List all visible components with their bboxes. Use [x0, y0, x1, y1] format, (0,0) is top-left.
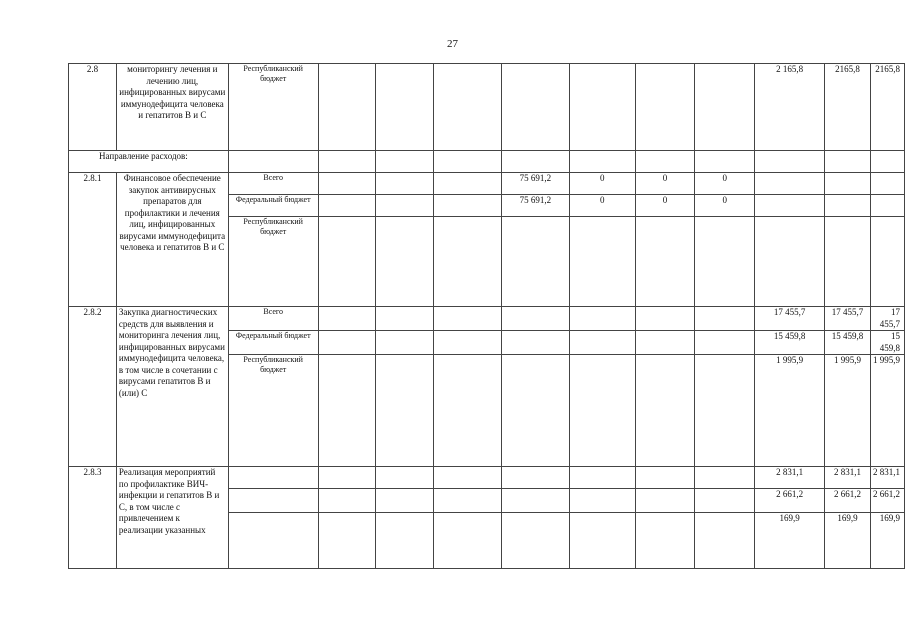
- value-cell: 17 455,7: [870, 307, 904, 331]
- value-cell: 2 165,8: [755, 64, 825, 151]
- value-cell: 0: [695, 195, 755, 217]
- funding-source: Республиканский бюджет: [228, 64, 318, 151]
- value-cell: 0: [569, 195, 635, 217]
- value-cell: 15 459,8: [870, 331, 904, 355]
- direction-label: Направление расходов:: [69, 151, 229, 173]
- table-row: [69, 173, 905, 195]
- value-cell: [695, 217, 755, 307]
- value-cell: 0: [635, 195, 695, 217]
- value-cell: 169,9: [870, 513, 904, 569]
- funding-source: Федеральный бюджет: [228, 331, 318, 355]
- value-cell: 2 661,2: [870, 489, 904, 513]
- row-number: 2.8.3: [69, 467, 117, 569]
- page-number: 27: [447, 38, 458, 50]
- row-number: 2.8: [69, 64, 117, 151]
- row-name: Реализация мероприятий по профилактике ВИЧ-инфекции и гепатитов В и С, в том числе с привлечением к реализации указанных: [116, 467, 228, 569]
- value-cell: 169,9: [825, 513, 871, 569]
- row-name: Финансовое обеспечение закупок антивирусных препаратов для профилактики и лечения лиц, инфицированных вирусами иммунодефицита человека и гепатитов В и С: [116, 173, 228, 307]
- row-name: мониторингу лечения и лечению лиц, инфицированных вирусами иммунодефицита человека и гепатитов В и С: [116, 64, 228, 151]
- value-cell: 169,9: [755, 513, 825, 569]
- funding-source: [228, 467, 318, 489]
- funding-source: [228, 513, 318, 569]
- value-cell: 2165,8: [870, 64, 904, 151]
- value-cell: 2 831,1: [825, 467, 871, 489]
- value-cell: 15 459,8: [825, 331, 871, 355]
- table-row: [69, 151, 905, 173]
- funding-source: [228, 489, 318, 513]
- value-cell: 17 455,7: [825, 307, 871, 331]
- funding-source: Федеральный бюджет: [228, 195, 318, 217]
- value-cell: 15 459,8: [755, 331, 825, 355]
- value-cell: 17 455,7: [755, 307, 825, 331]
- value-cell: 0: [569, 173, 635, 195]
- funding-source: Республиканский бюджет: [228, 355, 318, 467]
- row-number: 2.8.1: [69, 173, 117, 307]
- table-row: [69, 467, 905, 489]
- value-cell: [635, 217, 695, 307]
- value-cell: [501, 217, 569, 307]
- value-cell: 2 831,1: [870, 467, 904, 489]
- row-name: Закупка диагностических средств для выявления и мониторинга лечения лиц, инфицированных вирусами иммунодефицита человека, в том числе в сочетании с вирусами гепатитов В и (или) С: [116, 307, 228, 467]
- value-cell: 1 995,9: [870, 355, 904, 467]
- budget-table: [68, 63, 905, 569]
- table-row: [69, 64, 905, 151]
- value-cell: [569, 217, 635, 307]
- funding-source: Республиканский бюджет: [228, 217, 318, 307]
- table-row: [69, 307, 905, 331]
- value-cell: 1 995,9: [825, 355, 871, 467]
- value-cell: 2 661,2: [755, 489, 825, 513]
- value-cell: 75 691,2: [501, 173, 569, 195]
- value-cell: 2165,8: [825, 64, 871, 151]
- funding-source: Всего: [228, 173, 318, 195]
- row-number: 2.8.2: [69, 307, 117, 467]
- value-cell: 1 995,9: [755, 355, 825, 467]
- value-cell: 0: [695, 173, 755, 195]
- value-cell: 0: [635, 173, 695, 195]
- value-cell: 2 831,1: [755, 467, 825, 489]
- value-cell: 2 661,2: [825, 489, 871, 513]
- funding-source: Всего: [228, 307, 318, 331]
- value-cell: 75 691,2: [501, 195, 569, 217]
